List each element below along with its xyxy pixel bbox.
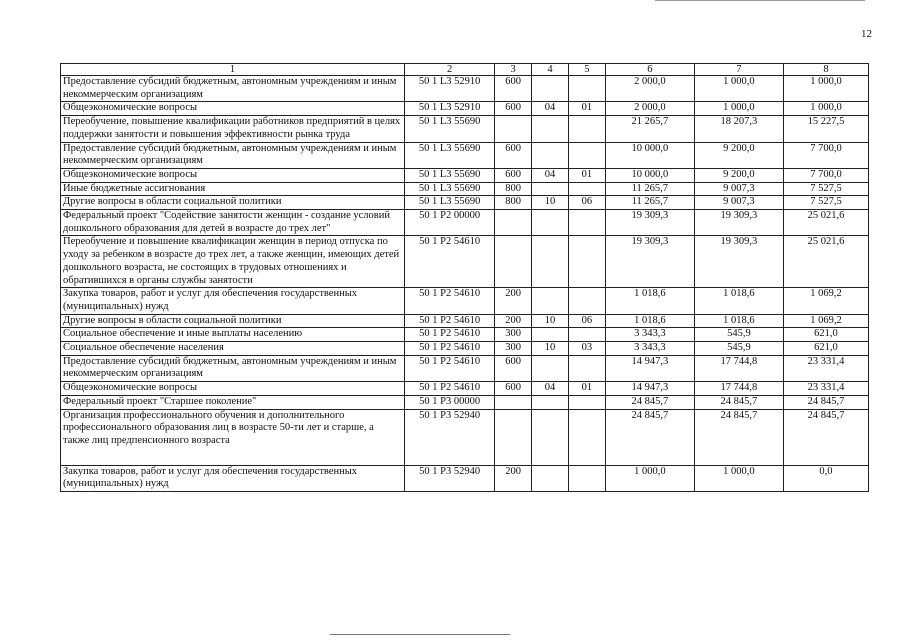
header-cell: 8 bbox=[783, 64, 868, 76]
row-amount-year3: 24 845,7 bbox=[783, 395, 868, 409]
row-amount-year1: 11 265,7 bbox=[605, 196, 694, 210]
table-row bbox=[61, 210, 869, 236]
table-row bbox=[61, 288, 869, 314]
row-expense-type: 200 bbox=[495, 288, 532, 314]
row-amount-year3: 23 331,4 bbox=[783, 382, 868, 396]
row-name: Общеэкономические вопросы bbox=[61, 168, 405, 182]
row-expense-type bbox=[495, 236, 532, 288]
row-amount-year1: 1 018,6 bbox=[605, 314, 694, 328]
row-code: 50 1 L3 52910 bbox=[405, 76, 495, 102]
row-name: Организация профессионального обучения и дополнительного профессионального образования лиц в возрасте 50-ти лет и старше, а также лиц предпенсионного возраста bbox=[61, 409, 405, 465]
row-amount-year3: 7 700,0 bbox=[783, 168, 868, 182]
row-name: Социальное обеспечение населения bbox=[61, 342, 405, 356]
row-code: 50 1 L3 55690 bbox=[405, 116, 495, 142]
row-name: Другие вопросы в области социальной политики bbox=[61, 314, 405, 328]
row-amount-year2: 1 000,0 bbox=[694, 76, 783, 102]
row-code: 50 1 P2 54610 bbox=[405, 314, 495, 328]
row-amount-year3: 24 845,7 bbox=[783, 409, 868, 465]
row-name: Предоставление субсидий бюджетным, автономным учреждениям и иным некоммерческим организациям bbox=[61, 142, 405, 168]
row-expense-type: 800 bbox=[495, 196, 532, 210]
header-cell: 3 bbox=[495, 64, 532, 76]
table-row bbox=[61, 116, 869, 142]
row-subsection bbox=[568, 288, 605, 314]
row-expense-type: 600 bbox=[495, 76, 532, 102]
row-section bbox=[532, 116, 569, 142]
row-name: Иные бюджетные ассигнования bbox=[61, 182, 405, 196]
row-code: 50 1 P3 52940 bbox=[405, 465, 495, 491]
row-section bbox=[532, 182, 569, 196]
row-amount-year1: 14 947,3 bbox=[605, 355, 694, 381]
row-amount-year3: 25 021,6 bbox=[783, 236, 868, 288]
row-code: 50 1 P2 54610 bbox=[405, 288, 495, 314]
table-row bbox=[61, 409, 869, 465]
row-amount-year2: 1 000,0 bbox=[694, 465, 783, 491]
row-amount-year1: 24 845,7 bbox=[605, 409, 694, 465]
row-name: Общеэкономические вопросы bbox=[61, 102, 405, 116]
row-subsection bbox=[568, 182, 605, 196]
row-code: 50 1 P2 00000 bbox=[405, 210, 495, 236]
row-amount-year3: 7 527,5 bbox=[783, 196, 868, 210]
row-amount-year3: 23 331,4 bbox=[783, 355, 868, 381]
row-amount-year3: 1 069,2 bbox=[783, 288, 868, 314]
row-code: 50 1 P3 00000 bbox=[405, 395, 495, 409]
row-expense-type: 600 bbox=[495, 355, 532, 381]
row-amount-year1: 14 947,3 bbox=[605, 382, 694, 396]
row-section bbox=[532, 236, 569, 288]
table-row bbox=[61, 196, 869, 210]
row-amount-year2: 9 007,3 bbox=[694, 196, 783, 210]
row-amount-year3: 1 000,0 bbox=[783, 102, 868, 116]
row-section: 10 bbox=[532, 196, 569, 210]
row-amount-year3: 15 227,5 bbox=[783, 116, 868, 142]
row-expense-type bbox=[495, 409, 532, 465]
row-name: Закупка товаров, работ и услуг для обеспечения государственных (муниципальных) нужд bbox=[61, 288, 405, 314]
row-expense-type: 600 bbox=[495, 168, 532, 182]
row-amount-year1: 3 343,3 bbox=[605, 342, 694, 356]
row-expense-type bbox=[495, 395, 532, 409]
row-section: 04 bbox=[532, 382, 569, 396]
row-amount-year2: 17 744,8 bbox=[694, 355, 783, 381]
row-name: Предоставление субсидий бюджетным, автономным учреждениям и иным некоммерческим организациям bbox=[61, 355, 405, 381]
row-amount-year1: 19 309,3 bbox=[605, 210, 694, 236]
row-code: 50 1 L3 55690 bbox=[405, 168, 495, 182]
row-amount-year3: 7 700,0 bbox=[783, 142, 868, 168]
table-row bbox=[61, 328, 869, 342]
row-amount-year2: 1 000,0 bbox=[694, 102, 783, 116]
row-code: 50 1 L3 55690 bbox=[405, 182, 495, 196]
row-code: 50 1 P2 54610 bbox=[405, 342, 495, 356]
row-section bbox=[532, 409, 569, 465]
row-amount-year2: 545,9 bbox=[694, 328, 783, 342]
row-amount-year2: 9 200,0 bbox=[694, 168, 783, 182]
row-name: Закупка товаров, работ и услуг для обеспечения государственных (муниципальных) нужд bbox=[61, 465, 405, 491]
row-amount-year1: 10 000,0 bbox=[605, 168, 694, 182]
table-row bbox=[61, 382, 869, 396]
row-amount-year1: 19 309,3 bbox=[605, 236, 694, 288]
row-subsection bbox=[568, 328, 605, 342]
table-row bbox=[61, 395, 869, 409]
row-subsection: 03 bbox=[568, 342, 605, 356]
row-amount-year2: 9 007,3 bbox=[694, 182, 783, 196]
row-amount-year1: 24 845,7 bbox=[605, 395, 694, 409]
row-name: Федеральный проект "Старшее поколение" bbox=[61, 395, 405, 409]
header-cell: 4 bbox=[532, 64, 569, 76]
row-amount-year3: 25 021,6 bbox=[783, 210, 868, 236]
row-amount-year3: 621,0 bbox=[783, 342, 868, 356]
row-expense-type: 300 bbox=[495, 328, 532, 342]
budget-table bbox=[60, 63, 869, 492]
row-amount-year1: 21 265,7 bbox=[605, 116, 694, 142]
row-amount-year1: 3 343,3 bbox=[605, 328, 694, 342]
table-row bbox=[61, 236, 869, 288]
row-subsection: 01 bbox=[568, 168, 605, 182]
table-row bbox=[61, 355, 869, 381]
row-subsection: 01 bbox=[568, 102, 605, 116]
row-code: 50 1 P2 54610 bbox=[405, 355, 495, 381]
row-section: 04 bbox=[532, 102, 569, 116]
row-section bbox=[532, 328, 569, 342]
row-subsection bbox=[568, 236, 605, 288]
row-amount-year3: 1 000,0 bbox=[783, 76, 868, 102]
row-subsection: 01 bbox=[568, 382, 605, 396]
row-amount-year3: 1 069,2 bbox=[783, 314, 868, 328]
row-expense-type: 600 bbox=[495, 142, 532, 168]
row-expense-type bbox=[495, 210, 532, 236]
row-name: Переобучение, повышение квалификации работников предприятий в целях поддержки занятости и повышения эффективности рынка труда bbox=[61, 116, 405, 142]
row-expense-type: 200 bbox=[495, 314, 532, 328]
row-amount-year3: 621,0 bbox=[783, 328, 868, 342]
row-amount-year3: 0,0 bbox=[783, 465, 868, 491]
row-code: 50 1 P3 52940 bbox=[405, 409, 495, 465]
header-cell: 5 bbox=[568, 64, 605, 76]
header-cell: 2 bbox=[405, 64, 495, 76]
row-code: 50 1 L3 55690 bbox=[405, 196, 495, 210]
row-amount-year2: 19 309,3 bbox=[694, 236, 783, 288]
row-amount-year1: 2 000,0 bbox=[605, 76, 694, 102]
row-section bbox=[532, 210, 569, 236]
row-section bbox=[532, 395, 569, 409]
row-name: Другие вопросы в области социальной политики bbox=[61, 196, 405, 210]
row-amount-year2: 18 207,3 bbox=[694, 116, 783, 142]
row-expense-type: 600 bbox=[495, 382, 532, 396]
row-amount-year2: 24 845,7 bbox=[694, 409, 783, 465]
table-row bbox=[61, 342, 869, 356]
table-row bbox=[61, 465, 869, 491]
row-name: Социальное обеспечение и иные выплаты населению bbox=[61, 328, 405, 342]
row-section bbox=[532, 288, 569, 314]
table-row bbox=[61, 314, 869, 328]
row-subsection bbox=[568, 465, 605, 491]
header-row bbox=[61, 64, 869, 76]
page-number: 12 bbox=[861, 28, 872, 40]
table-row bbox=[61, 182, 869, 196]
row-subsection bbox=[568, 142, 605, 168]
row-name: Предоставление субсидий бюджетным, автономным учреждениям и иным некоммерческим организациям bbox=[61, 76, 405, 102]
row-name: Переобучение и повышение квалификации женщин в период отпуска по уходу за ребенком в возрасте до трех лет, а также женщин, имеющих детей дошкольного возраста, не состоящих в трудовых отношениях и обратившихся в органы службы занятости bbox=[61, 236, 405, 288]
row-amount-year1: 1 000,0 bbox=[605, 465, 694, 491]
row-amount-year1: 2 000,0 bbox=[605, 102, 694, 116]
row-subsection bbox=[568, 116, 605, 142]
row-amount-year3: 7 527,5 bbox=[783, 182, 868, 196]
row-amount-year2: 9 200,0 bbox=[694, 142, 783, 168]
header-cell: 1 bbox=[61, 64, 405, 76]
row-amount-year2: 19 309,3 bbox=[694, 210, 783, 236]
row-amount-year2: 1 018,6 bbox=[694, 314, 783, 328]
table-row bbox=[61, 142, 869, 168]
row-amount-year2: 545,9 bbox=[694, 342, 783, 356]
row-section: 10 bbox=[532, 342, 569, 356]
row-section bbox=[532, 465, 569, 491]
row-subsection bbox=[568, 355, 605, 381]
header-cell: 7 bbox=[694, 64, 783, 76]
row-expense-type: 300 bbox=[495, 342, 532, 356]
row-subsection: 06 bbox=[568, 314, 605, 328]
row-amount-year2: 1 018,6 bbox=[694, 288, 783, 314]
row-subsection: 06 bbox=[568, 196, 605, 210]
table-row bbox=[61, 102, 869, 116]
row-subsection bbox=[568, 395, 605, 409]
row-name: Федеральный проект "Содействие занятости женщин - создание условий дошкольного образования для детей в возрасте до трех лет" bbox=[61, 210, 405, 236]
bottom-rule bbox=[330, 634, 510, 635]
row-amount-year1: 11 265,7 bbox=[605, 182, 694, 196]
row-code: 50 1 P2 54610 bbox=[405, 236, 495, 288]
row-subsection bbox=[568, 210, 605, 236]
row-code: 50 1 L3 52910 bbox=[405, 102, 495, 116]
row-code: 50 1 P2 54610 bbox=[405, 328, 495, 342]
row-section bbox=[532, 142, 569, 168]
row-subsection bbox=[568, 409, 605, 465]
row-expense-type: 200 bbox=[495, 465, 532, 491]
top-rule bbox=[655, 0, 865, 1]
row-subsection bbox=[568, 76, 605, 102]
row-section: 04 bbox=[532, 168, 569, 182]
row-name: Общеэкономические вопросы bbox=[61, 382, 405, 396]
row-section: 10 bbox=[532, 314, 569, 328]
table-row bbox=[61, 168, 869, 182]
row-section bbox=[532, 355, 569, 381]
row-expense-type: 800 bbox=[495, 182, 532, 196]
row-code: 50 1 L3 55690 bbox=[405, 142, 495, 168]
row-section bbox=[532, 76, 569, 102]
row-amount-year2: 24 845,7 bbox=[694, 395, 783, 409]
row-code: 50 1 P2 54610 bbox=[405, 382, 495, 396]
row-amount-year2: 17 744,8 bbox=[694, 382, 783, 396]
row-amount-year1: 1 018,6 bbox=[605, 288, 694, 314]
table-body bbox=[61, 76, 869, 492]
row-expense-type: 600 bbox=[495, 102, 532, 116]
row-expense-type bbox=[495, 116, 532, 142]
table-row bbox=[61, 76, 869, 102]
row-amount-year1: 10 000,0 bbox=[605, 142, 694, 168]
header-cell: 6 bbox=[605, 64, 694, 76]
